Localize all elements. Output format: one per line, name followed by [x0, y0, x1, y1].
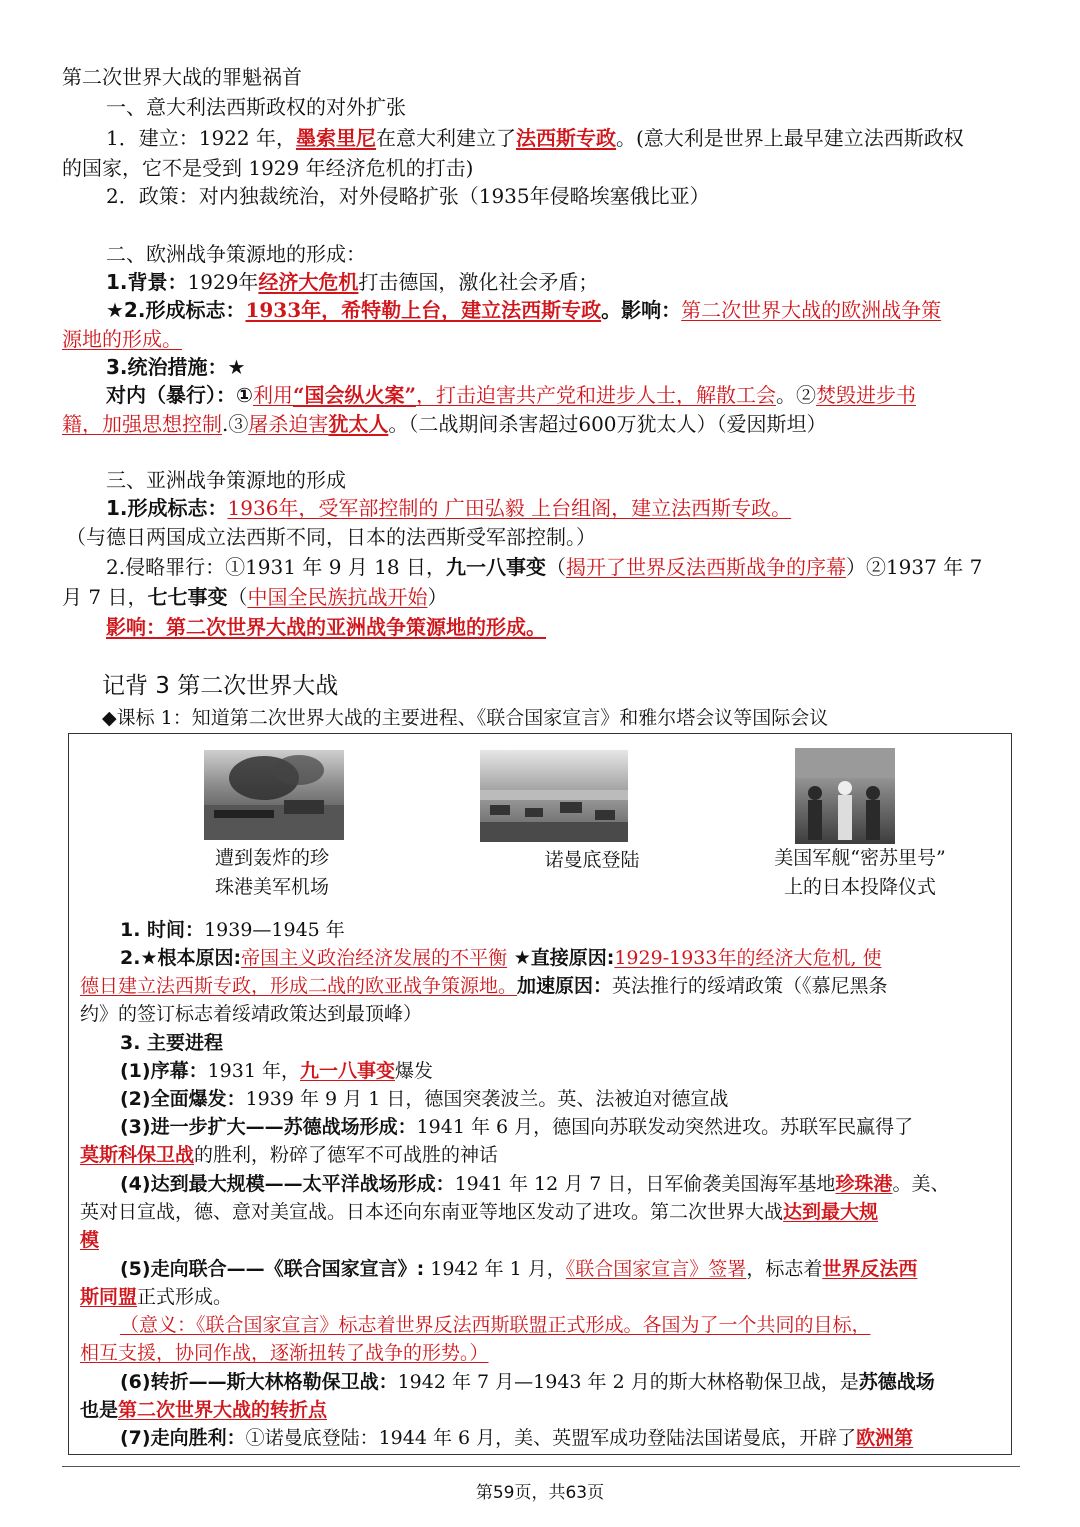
- box-line-14: 斯同盟正式形成。: [80, 1286, 233, 1308]
- pearl-harbor-photo: [204, 750, 344, 840]
- box-line-7: (2)全面爆发：1939 年 9 月 1 日，德国突袭波兰。英、法被迫对德宣战: [120, 1088, 729, 1110]
- box-line-15: （意义：《联合国家宣言》标志着世界反法西斯联盟正式形成。各国为了一个共同的目标，: [120, 1314, 871, 1336]
- footer-divider: [62, 1466, 1020, 1467]
- s2-line-5: 对内（暴行）：①利用“国会纵火案”，打击迫害共产党和进步人士，解散工会。②焚毁进步书: [106, 383, 916, 407]
- s1-line-3: 2．政策：对内独裁统治，对外侵略扩张（1935年侵略埃塞俄比亚）: [106, 184, 710, 208]
- surrender-image-icon: [795, 748, 895, 844]
- pearl-harbor-image-icon: [204, 750, 344, 840]
- box-line-11: 英对日宣战，德、意对美宣战。日本还向东南亚等地区发动了进攻。第二次世界大战达到最大规: [80, 1201, 879, 1223]
- box-line-5: 3. 主要进程: [120, 1032, 224, 1054]
- box-line-6: (1)序幕：1931 年，九一八事变爆发: [120, 1060, 434, 1082]
- section-1-heading: 一、意大利法西斯政权的对外扩张: [106, 95, 406, 119]
- page-title: 第二次世界大战的罪魁祸首: [62, 65, 302, 89]
- s2-line-4: 3.统治措施：★: [106, 355, 246, 379]
- section-2-heading: 二、欧洲战争策源地的形成：: [106, 242, 366, 266]
- caption-surrender: 美国军舰“密苏里号” 上的日本投降仪式: [774, 847, 946, 898]
- normandy-photo: [480, 750, 628, 842]
- s3-line-3: 2.侵略罪行：①1931 年 9 月 18 日，九一八事变（揭开了世界反法西斯战争的序幕）②1937 年 7: [106, 555, 983, 579]
- box-line-2: 2.★根本原因:帝国主义政治经济发展的不平衡 ★直接原因:1929-1933年的经济大危机, 使: [120, 947, 882, 969]
- s3-line-5: 影响：第二次世界大战的亚洲战争策源地的形成。: [106, 615, 546, 639]
- box-line-18: 也是第二次世界大战的转折点: [80, 1399, 328, 1421]
- box-line-8: (3)进一步扩大——苏德战场形成：1941 年 6 月，德国向苏联发动突然进攻。苏联军民赢得了: [120, 1116, 914, 1138]
- s1-line-2: 的国家，它不是受到 1929 年经济危机的打击): [62, 156, 474, 180]
- normandy-image-icon: [480, 750, 628, 842]
- section-title: 记背 3 第二次世界大战: [102, 673, 339, 699]
- box-line-17: (6)转折——斯大林格勒保卫战：1942 年 7 月—1943 年 2 月的斯大林格勒保卫战，是苏德战场: [120, 1371, 935, 1393]
- caption-normandy: 诺曼底登陆: [544, 849, 640, 871]
- box-line-12: 模: [80, 1229, 100, 1251]
- s2-line-2: ★2.形成标志：1933年，希特勒上台，建立法西斯专政。影响：第二次世界大战的欧洲战争策: [106, 298, 942, 322]
- box-line-10: (4)达到最大规模——太平洋战场形成：1941 年 12 月 7 日，日军偷袭美国海军基地珍珠港。美、: [120, 1173, 950, 1195]
- box-line-3: 德日建立法西斯专政，形成二战的欧亚战争策源地。加速原因：英法推行的绥靖政策（《慕尼黑条: [80, 975, 888, 997]
- box-line-16: 相互支援，协同作战，逐渐扭转了战争的形势。）: [80, 1342, 489, 1364]
- page-number: 第59页，共63页: [475, 1483, 605, 1503]
- s2-line-3: 源地的形成。: [62, 327, 182, 351]
- box-line-19: (7)走向胜利：①诺曼底登陆：1944 年 6 月，美、英盟军成功登陆法国诺曼底，开辟了欧洲第: [120, 1427, 914, 1449]
- caption-pearl-harbor: 遭到轰炸的珍 珠港美军机场: [214, 847, 329, 898]
- s2-line-1: 1.背景：1929年经济大危机打击德国，激化社会矛盾；: [106, 270, 599, 294]
- s3-line-1: 1.形成标志：1936年，受军部控制的 广田弘毅 上台组阁，建立法西斯专政。: [106, 496, 792, 520]
- s2-line-6: 籍，加强思想控制.③屠杀迫害犹太人。（二战期间杀害超过600万犹太人）（爱因斯坦）: [62, 412, 827, 436]
- box-line-9: 莫斯科保卫战的胜利，粉碎了德军不可战胜的神话: [80, 1144, 499, 1166]
- box-line-13: (5)走向联合——《联合国家宣言》: 1942 年 1 月，《联合国家宣言》签署，标志着世界反法西: [120, 1258, 918, 1280]
- curriculum-standard: ◆课标 1：知道第二次世界大战的主要进程、《联合国家宣言》和雅尔塔会议等国际会议: [102, 707, 829, 729]
- section-3-heading: 三、亚洲战争策源地的形成: [106, 468, 346, 492]
- s3-line-4: 月 7 日，七七事变（中国全民族抗战开始）: [62, 585, 448, 609]
- box-line-4: 约》的签订标志着绥靖政策达到最顶峰）: [80, 1003, 423, 1025]
- s1-line-1: 1．建立：1922 年，墨索里尼在意大利建立了法西斯专政。(意大利是世界上最早建立法西斯政权: [106, 126, 964, 150]
- surrender-photo: [795, 748, 895, 844]
- box-line-1: 1. 时间：1939—1945 年: [120, 919, 345, 941]
- s3-line-2: （与德日两国成立法西斯不同，日本的法西斯受军部控制。）: [66, 525, 596, 549]
